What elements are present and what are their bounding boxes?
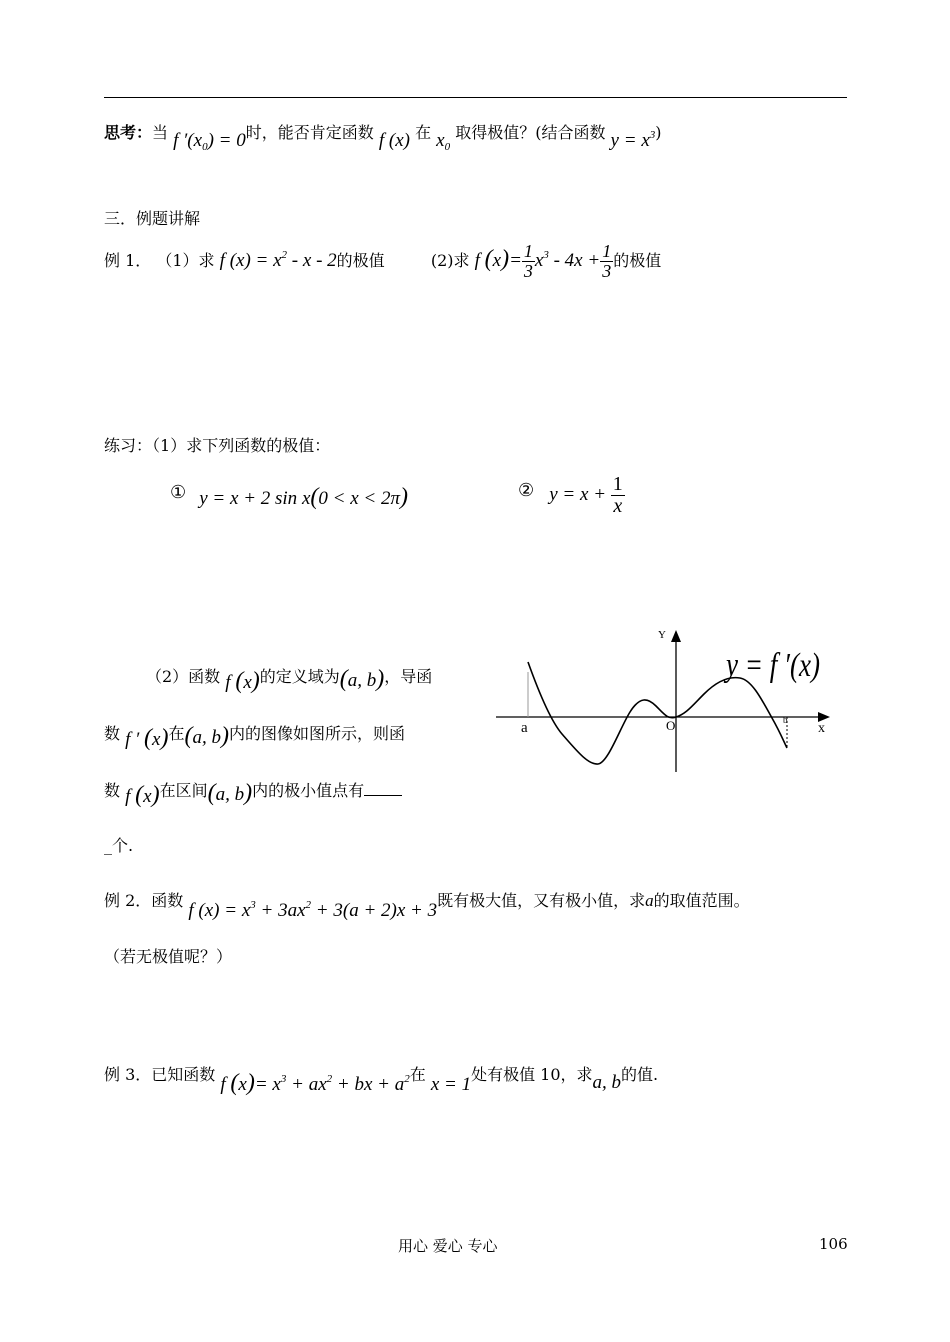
graph-x-axis-label: x <box>818 721 825 736</box>
think-formula-3: $x_0$ <box>436 130 451 153</box>
graph-curve-label: y = f ′(x) <box>723 647 820 684</box>
graph-y-axis-label: Y <box>658 629 666 641</box>
example-1-part1-tail: 的极值 <box>336 250 385 270</box>
practice-q2-l3b: 在区间 <box>159 781 208 800</box>
practice-item-1-marker: ① <box>170 482 187 503</box>
think-line <box>104 120 662 160</box>
example-2-tail-2: 的取值范围。 <box>653 891 750 910</box>
practice-q2-formula-fprime: f ′ (x) <box>125 725 169 751</box>
example-1-formula-1: f $(x) = x^2 - x - 2$ <box>219 248 337 271</box>
practice-item-1-formula: y = x + 2 sin x(0 < x < 2π) <box>199 484 408 510</box>
practice-q2-formula-f: f (x) <box>225 668 260 694</box>
practice-q2-l1a: （2）函数 <box>146 667 221 686</box>
practice-intro <box>104 433 330 456</box>
think-formula-4: $y = x^3$ <box>610 129 656 151</box>
practice-q2-l2b: 在 <box>168 724 185 743</box>
practice-q2-l2a: 数 <box>104 724 121 743</box>
graph-y-arrow-icon <box>671 630 681 642</box>
practice-q2-line-1 <box>146 662 433 694</box>
example-3-vars: a, b <box>592 1072 622 1093</box>
example-2-formula: f $(x) = x^3 + 3ax^2 + 3(a + 2)x + 3$ <box>188 899 438 921</box>
example-3-text-3: 的值. <box>621 1065 659 1084</box>
example-1-part1: （1）求 <box>156 250 215 270</box>
example-2-var-a: a <box>645 891 654 910</box>
example-2 <box>104 888 750 928</box>
example-2-label: 例 2．函数 <box>104 891 184 910</box>
example-1-formula-2: f (x)= $\frac{1}{3}$ $x^3 - 4x$ + $\frac{1}{3}$ <box>474 241 612 281</box>
think-text-4: 取得极值？(结合函数 <box>455 123 606 142</box>
think-text-5: ) <box>655 123 662 142</box>
graph-b-label: b <box>783 715 788 725</box>
practice-q2-line-3 <box>104 776 402 808</box>
practice-q2-interval-1: (a, b) <box>339 666 385 692</box>
practice-q2-interval-3: (a, b) <box>207 780 253 806</box>
section-title: 三．例题讲解 <box>104 209 201 228</box>
think-formula-2: f (x) <box>378 130 410 151</box>
header-rule <box>104 97 847 98</box>
graph-origin-label: O <box>666 718 676 733</box>
example-3 <box>104 1060 658 1100</box>
practice-q2-l3c: 内的极小值点有 <box>252 781 365 800</box>
footer-center: 用心 爱心 专心 <box>398 1237 498 1255</box>
practice-intro-text: （1）求下列函数的极值： <box>152 436 331 455</box>
practice-q2-l1c: ，导函 <box>384 667 433 686</box>
example-1 <box>104 242 661 288</box>
think-text-1: 当 <box>152 123 169 142</box>
derivative-graph <box>490 620 840 790</box>
practice-item-1 <box>170 478 408 510</box>
think-formula-1: f $'(x_0) = 0$ <box>173 130 246 153</box>
example-1-label: 例 1． <box>104 250 152 270</box>
practice-q2-line-4: _个. <box>104 836 134 855</box>
practice-q2-interval-2: (a, b) <box>184 723 229 749</box>
practice-q2-l1b: 的定义域为 <box>259 667 340 686</box>
practice-q2-blank <box>364 781 402 796</box>
example-3-condition: x = 1 <box>430 1074 472 1095</box>
practice-q2-formula-f2: f (x) <box>125 782 160 808</box>
practice-label: 练习： <box>104 436 153 455</box>
practice-q2-l3a: 数 <box>104 781 121 800</box>
example-2-line-2: （若无极值呢？） <box>104 947 233 966</box>
practice-item-2 <box>518 474 625 517</box>
graph-a-label: a <box>521 720 528 736</box>
example-1-part2: (2)求 <box>430 250 470 270</box>
think-label: 思考： <box>104 123 153 142</box>
page-number: 106 <box>819 1235 848 1253</box>
example-3-formula: f $(x)= x^3 + ax^2$ + bx + $a^2$ <box>220 1070 410 1096</box>
practice-q2-l2c: 内的图像如图所示，则函 <box>229 724 406 743</box>
example-2-tail: 既有极大值，又有极小值，求 <box>437 891 646 910</box>
think-text-3: 在 <box>415 123 432 142</box>
think-text-2: 时，能否肯定函数 <box>245 123 374 142</box>
practice-q2-line-2 <box>104 719 406 751</box>
practice-item-2-marker: ② <box>518 479 535 501</box>
example-3-text-1: 在 <box>409 1065 426 1084</box>
example-1-part2-tail: 的极值 <box>613 250 662 270</box>
practice-item-2-formula: y = x + $\frac{1}{x}$ <box>549 473 623 517</box>
example-3-text-2: 处有极值 10，求 <box>471 1065 593 1084</box>
example-3-label: 例 3．已知函数 <box>104 1065 216 1084</box>
